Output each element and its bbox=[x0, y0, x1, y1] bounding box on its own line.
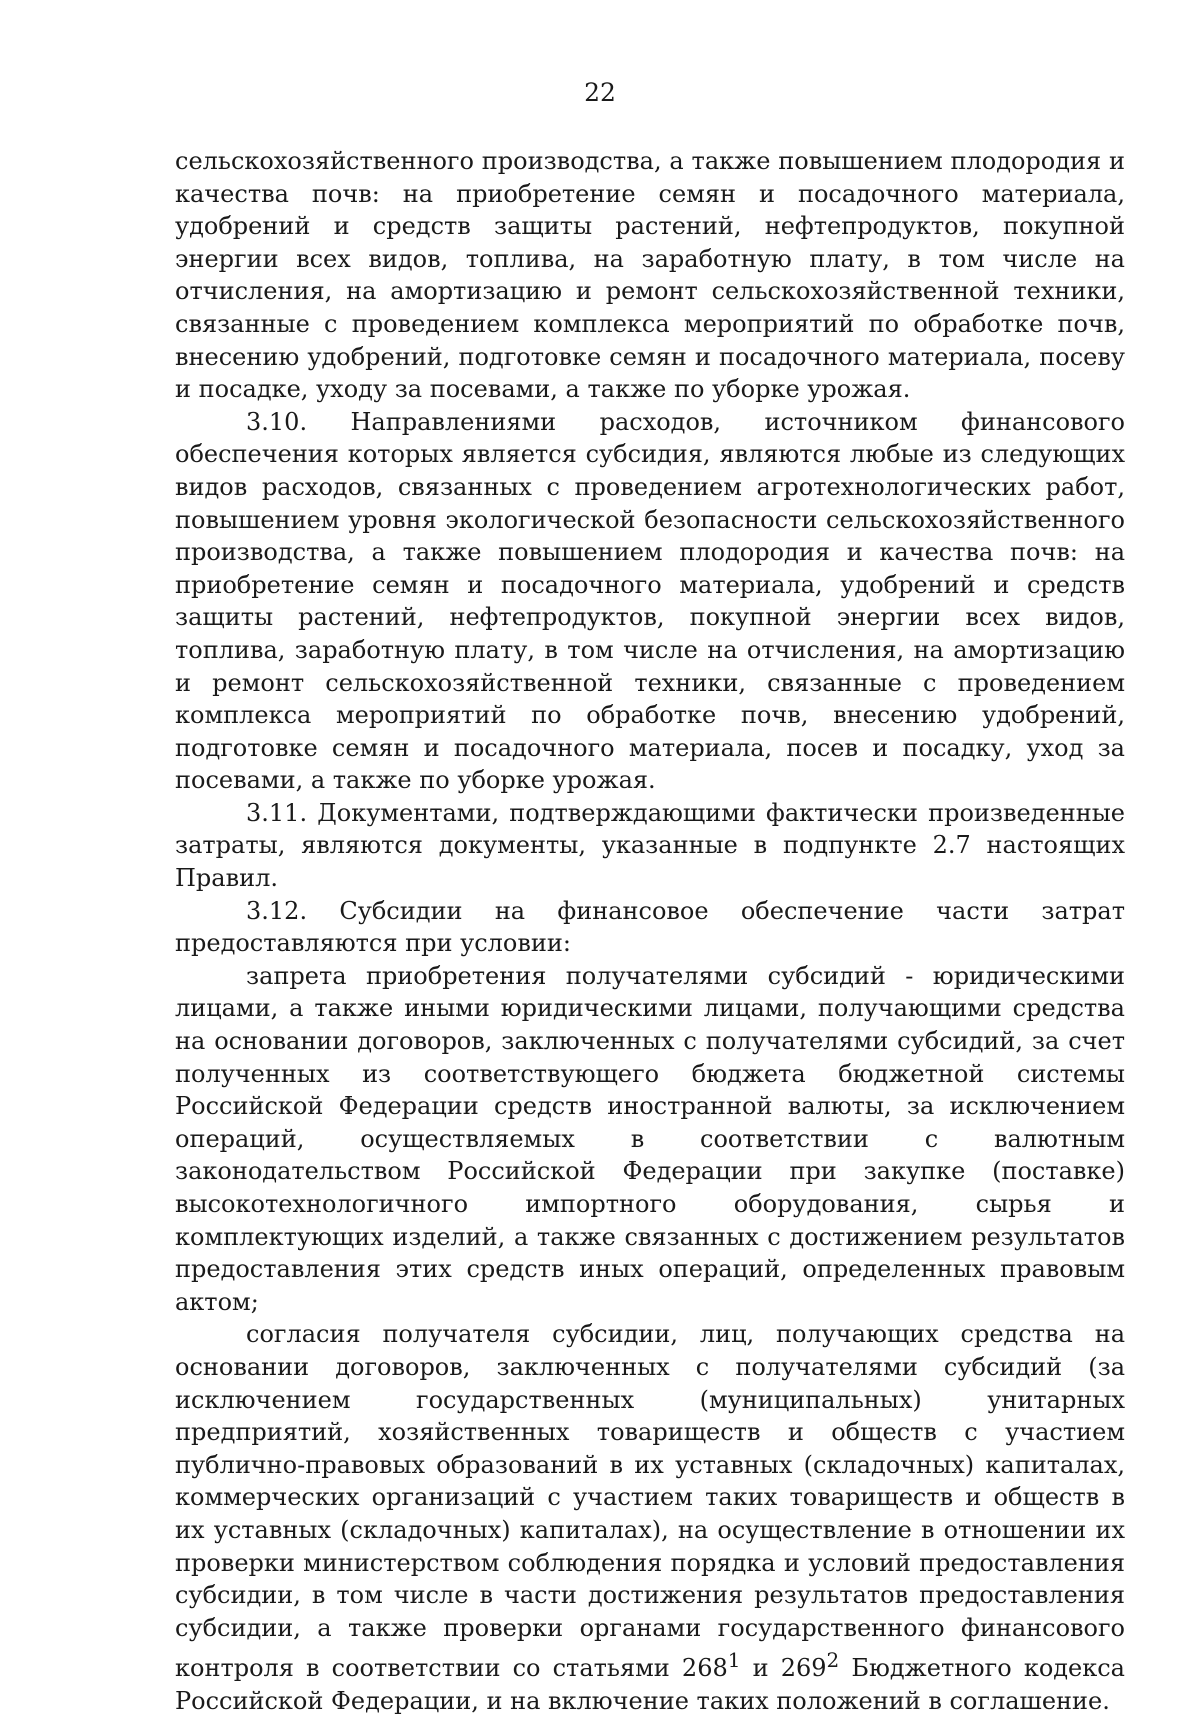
paragraph-continuation: сельскохозяйственного производства, а также повышением плодородия и качества почв: на приобретение семян и посадочного материала, удобрений и средств защиты растений, нефтепродуктов, покупной энергии всех видов, топлива, на заработную плату, в том числе на отчисления, на амортизацию и ремонт сельскохозяйственной техники, связанные с проведением комплекса мероприятий по обработке почв, внесению удобрений, подготовке семян и посадочного материала, посеву и посадке, уходу за посевами, а также по уборке урожая. bbox=[175, 147, 1125, 404]
paragraph-3-11: 3.11. Документами, подтверждающими фактически произведенные затраты, являются документы, указанные в подпункте 2.7 настоящих Правил. bbox=[175, 798, 1125, 893]
paragraph-3-10: 3.10. Направлениями расходов, источником финансового обеспечения которых является субсидия, являются любые из следующих видов расходов, связанных с проведением агротехнологических работ, повышением уровня экологической безопасности сельскохозяйственного производства, а также повышением плодородия и качества почв: на приобретение семян и посадочного материала, удобрений и средств защиты растений, нефтепродуктов, покупной энергии всех видов, топлива, заработную плату, в том числе на отчисления, на амортизацию и ремонт сельскохозяйственной техники, связанные с проведением комплекса мероприятий по обработке почв, внесению удобрений, подготовке семян и посадочного материала, посев и посадку, уход за посевами, а также по уборке урожая. bbox=[175, 407, 1125, 795]
paragraph-condition-currency-ban: запрета приобретения получателями субсидий - юридическими лицами, а также иными юридическими лицами, получающими средства на основании договоров, заключенных с получателями субсидий, за счет полученных из соответствующего бюджета бюджетной системы Российской Федерации средств иностранной валюты, за исключением операций, осуществляемых в соответствии с валютным законодательством Российской Федерации при закупке (поставке) высокотехнологичного импортного оборудования, сырья и комплектующих изделий, а также связанных с достижением результатов предоставления этих средств иных операций, определенных правовым актом; bbox=[175, 961, 1125, 1316]
article-268-number: 268 bbox=[681, 1654, 728, 1683]
audit-consent-text: согласия получателя субсидии, лиц, получающих средства на основании договоров, заключенных с получателями субсидий (за исключением государственных (муниципальных) унитарных предприятий, хозяйственных товариществ и обществ с участием публично-правовых образований в их уставных (складочных) капиталах, коммерческих организаций с участием таких товариществ и обществ в их уставных (складочных) капиталах), на осуществление в отношении их проверки министерством соблюдения порядка и условий предоставления субсидии, в том числе в части достижения результатов предоставления субсидии, а также проверки органами государственного финансового контроля в соответствии со статьями bbox=[175, 1320, 1125, 1683]
paragraph-condition-audit-consent bbox=[175, 1318, 1125, 1717]
audit-consent-text-end: Бюджетного кодекса Российской Федерации, и на включение таких положений в соглашение. bbox=[175, 1654, 1125, 1715]
article-268-superscript: 1 bbox=[727, 1648, 741, 1673]
conjunction: и bbox=[740, 1654, 781, 1683]
page-number: 22 bbox=[584, 78, 616, 107]
paragraph-3-12: 3.12. Субсидии на финансовое обеспечение части затрат предоставляются при условии: bbox=[175, 896, 1125, 958]
document-body bbox=[175, 145, 1125, 1718]
article-269-number: 269 bbox=[780, 1654, 827, 1683]
article-269-superscript: 2 bbox=[826, 1648, 840, 1673]
